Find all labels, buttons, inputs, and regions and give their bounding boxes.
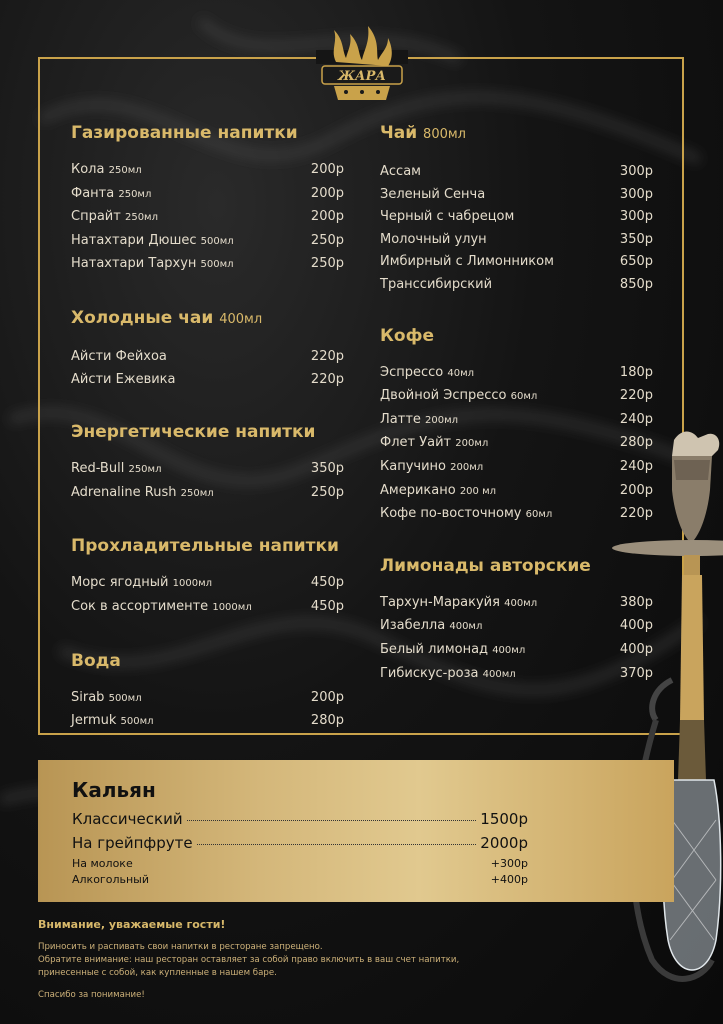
menu-item-label (380, 615, 482, 639)
hookah-bowl (672, 432, 719, 541)
hookah-extra (72, 857, 528, 870)
logo-text: ЖАРА (337, 69, 387, 84)
menu-item-name: Red-Bull (71, 461, 125, 477)
menu-item-name: Adrenaline Rush (71, 484, 177, 500)
menu-item-label (380, 592, 537, 616)
menu-item-volume: 1000мл (212, 601, 252, 613)
menu-item-volume: 200мл (450, 461, 484, 473)
menu-item-price: 280р (619, 435, 653, 451)
hookah-extra-price: +400р (490, 873, 528, 886)
menu-item (71, 159, 344, 183)
hookah-hose (652, 680, 672, 720)
menu-item-volume: 60мл (525, 509, 553, 521)
menu-item-price: 370р (619, 665, 653, 681)
menu-item-price: 250р (310, 484, 344, 500)
menu-item-name: Капучино (380, 458, 446, 474)
menu-item-label (380, 639, 525, 663)
menu-item-label (71, 206, 158, 230)
menu-item-volume: 60мл (510, 391, 538, 403)
section-title-text: Прохладительные напитки (71, 536, 339, 557)
menu-item (71, 230, 344, 254)
menu-item (380, 161, 653, 184)
menu-item (71, 369, 344, 392)
menu-item-name: Ассам (380, 164, 421, 179)
menu-item-volume: 400мл (449, 621, 483, 633)
menu-item-name: Jermuk (71, 713, 117, 729)
notice-line: принесенные с собой, как купленные в нашем баре. (38, 968, 277, 979)
menu-item (380, 362, 653, 386)
hookah-image (612, 420, 723, 1020)
menu-item-name: Белый лимонад (380, 641, 489, 657)
menu-item-label (380, 503, 552, 527)
menu-item-volume: 200мл (425, 414, 459, 426)
menu-item (380, 385, 653, 409)
menu-item-price: 220р (310, 348, 344, 364)
menu-item-price: 200р (619, 482, 653, 498)
menu-item (380, 229, 653, 252)
menu-item-label (71, 596, 252, 620)
menu-item-volume: 250мл (108, 165, 142, 176)
menu-item-label (71, 572, 212, 596)
hookah-item (72, 810, 528, 828)
menu-item-price: 650р (619, 254, 653, 270)
menu-item-label (71, 482, 214, 506)
menu-item-volume: 400мл (482, 668, 516, 680)
menu-item-volume: 250мл (180, 487, 214, 499)
menu-item-name: Натахтари Тархун (71, 256, 197, 272)
menu-item-label (380, 206, 514, 229)
menu-item-label (380, 184, 485, 207)
menu-section (71, 307, 344, 391)
menu-item-price: 350р (310, 461, 344, 477)
menu-item-name: Имбирный с Лимонником (380, 254, 554, 270)
menu-item-price: 220р (310, 371, 344, 387)
hookah-item-price: 1500р (480, 810, 528, 828)
menu-item-price: 400р (619, 641, 653, 657)
menu-item-price: 200р (310, 162, 344, 177)
section-title (380, 325, 653, 347)
menu-item (380, 274, 653, 297)
menu-item (71, 687, 344, 711)
section-title (71, 307, 344, 331)
menu-item-name: Фанта (71, 185, 115, 201)
section-title-text: Лимонады авторские (380, 555, 591, 576)
hookah-extra-name: Алкогольный (72, 873, 149, 886)
menu-item-volume: 200мл (455, 438, 489, 450)
menu-item (380, 206, 653, 229)
hookah-tray (612, 540, 723, 556)
section-volume: 400мл (219, 311, 263, 327)
menu-column-left (71, 122, 344, 734)
menu-item-name: Изабелла (380, 618, 446, 634)
item-list (71, 159, 344, 277)
section-title (71, 535, 344, 557)
menu-item-volume: 250мл (128, 464, 162, 476)
section-title-text: Холодные чаи (71, 307, 214, 328)
menu-item (71, 183, 344, 207)
menu-item-volume: 500мл (108, 692, 142, 704)
menu-item-price: 200р (310, 185, 344, 201)
menu-item (71, 482, 344, 506)
menu-item-price: 240р (619, 458, 653, 474)
menu-item-price: 400р (619, 618, 653, 634)
hookah-shaft (680, 575, 704, 720)
menu-item-label (71, 159, 142, 183)
menu-item-name: Гибискус-роза (380, 665, 479, 681)
menu-item-label (380, 385, 537, 409)
menu-item-volume: 400мл (492, 644, 526, 656)
menu-item (71, 253, 344, 277)
menu-section (71, 122, 344, 277)
brand-logo (318, 20, 406, 106)
hookah-section (38, 760, 674, 902)
menu-item-price: 250р (310, 232, 344, 248)
menu-item-price: 380р (619, 594, 653, 610)
menu-item-price: 350р (619, 231, 653, 247)
menu-item-label (71, 253, 234, 277)
notice-line: Обратите внимание: наш ресторан оставляет за собой право включить в ваш счет напитки, (38, 955, 460, 966)
section-volume: 800мл (423, 127, 466, 142)
menu-item-price: 240р (619, 411, 653, 427)
menu-item (71, 710, 344, 734)
hookah-item-name: Классический (72, 810, 183, 828)
hookah-neck (684, 555, 700, 575)
menu-item-name: Морс ягодный (71, 575, 169, 591)
menu-item-volume: 1000мл (172, 578, 213, 590)
menu-item-volume: 400мл (504, 597, 538, 609)
menu-item-volume: 500мл (120, 716, 154, 728)
hookah-item (72, 834, 528, 852)
menu-item-price: 220р (619, 388, 653, 404)
menu-item-price: 220р (619, 506, 653, 522)
menu-item-volume: 500мл (200, 235, 234, 247)
menu-item-name: Сок в ассортименте (71, 598, 209, 614)
menu-section (71, 535, 344, 619)
menu-item-name: Кола (71, 162, 105, 177)
menu-item-price: 450р (310, 575, 344, 591)
menu-item-price: 180р (619, 364, 653, 380)
menu-item-name: Айсти Ежевика (71, 371, 176, 387)
menu-item-name: Двойной Эспрессо (380, 388, 507, 404)
dot-leader (197, 844, 477, 845)
hookah-item-name: На грейпфруте (72, 834, 193, 852)
menu-item-name: Тархун-Маракуйя (380, 594, 500, 610)
menu-item-price: 850р (619, 276, 653, 292)
item-list (71, 458, 344, 505)
menu-item-label (71, 687, 142, 711)
menu-item-volume: 500мл (200, 259, 234, 271)
menu-item-label (380, 362, 474, 386)
menu-item-price: 280р (310, 713, 344, 729)
item-list (71, 346, 344, 391)
menu-item-name: Sirab (71, 689, 105, 705)
menu-item-price: 250р (310, 256, 344, 272)
menu-item (71, 572, 344, 596)
notice-block (38, 918, 518, 1002)
menu-item-label (380, 663, 516, 687)
menu-item-name: Черный с чабрецом (380, 209, 515, 225)
section-title-text: Чай (380, 123, 418, 143)
menu-item-name: Зеленый Сенча (380, 186, 486, 202)
item-list (71, 572, 344, 619)
menu-item-label (380, 432, 488, 456)
menu-item-price: 450р (310, 598, 344, 614)
hookah-extra (72, 873, 528, 886)
section-title (380, 122, 653, 146)
menu-section (71, 421, 344, 505)
hookah-extra-price: +300р (490, 857, 528, 870)
menu-item-name: Транссибирский (380, 276, 493, 292)
section-title-text: Газированные напитки (71, 123, 298, 143)
menu-item-name: Латте (380, 411, 421, 427)
menu-item-label (71, 458, 161, 482)
menu-item (71, 596, 344, 620)
notice-title: Внимание, уважаемые гости! (38, 918, 226, 931)
menu-item-name: Американо (380, 482, 456, 498)
menu-item-label (380, 456, 483, 480)
hookah-item-price: 2000р (480, 834, 528, 852)
menu-item-label (71, 183, 151, 207)
menu-item-name: Спрайт (71, 209, 121, 225)
menu-item-price: 200р (310, 689, 344, 705)
menu-item-label (380, 251, 554, 274)
flame-icon (334, 26, 392, 66)
menu-item-name: Айсти Фейхоа (71, 348, 167, 364)
section-title-text: Вода (71, 650, 121, 671)
hookah-title: Кальян (72, 778, 156, 802)
menu-item-label (380, 409, 458, 433)
menu-item-label (71, 230, 234, 254)
section-title (71, 421, 344, 443)
menu-item-price: 300р (619, 186, 653, 202)
menu-item-label (71, 346, 167, 369)
menu-item-name: Молочный улун (380, 231, 487, 247)
menu-item (71, 458, 344, 482)
section-title (71, 650, 344, 672)
menu-item-name: Кофе по-восточному (380, 506, 522, 522)
menu-item-name: Флет Уайт (380, 435, 452, 451)
section-title-text: Кофе (380, 325, 434, 346)
menu-item-label (380, 274, 492, 297)
menu-item (380, 184, 653, 207)
section-title (71, 122, 344, 144)
menu-item (71, 346, 344, 369)
notice-line: Приносить и распивать свои напитки в ресторане запрещено. (38, 942, 323, 952)
section-title-text: Энергетические напитки (71, 422, 316, 443)
menu-item-price: 200р (310, 209, 344, 225)
menu-section (380, 122, 653, 297)
dot-leader (187, 820, 477, 821)
menu-item-volume: 250мл (124, 212, 158, 224)
menu-item-label (380, 480, 496, 504)
hookah-extra-name: На молоке (72, 857, 133, 870)
menu-item-volume: 200 мл (459, 485, 497, 497)
crown-icon (334, 86, 390, 100)
menu-item-label (380, 229, 487, 252)
menu-item-volume: 250мл (118, 188, 152, 200)
item-list (71, 687, 344, 734)
menu-item (380, 251, 653, 274)
menu-item (71, 206, 344, 230)
menu-item-price: 300р (619, 164, 653, 179)
menu-item-volume: 40мл (447, 367, 475, 379)
menu-item-price: 300р (619, 209, 653, 225)
menu-item-label (380, 161, 421, 184)
item-list (380, 161, 653, 297)
notice-thanks: Спасибо за понимание! (38, 989, 145, 1000)
menu-item-label (71, 369, 176, 392)
menu-item-name: Эспрессо (380, 364, 444, 380)
menu-section (71, 650, 344, 734)
menu-item-label (71, 710, 154, 734)
menu-item-name: Натахтари Дюшес (71, 232, 197, 248)
